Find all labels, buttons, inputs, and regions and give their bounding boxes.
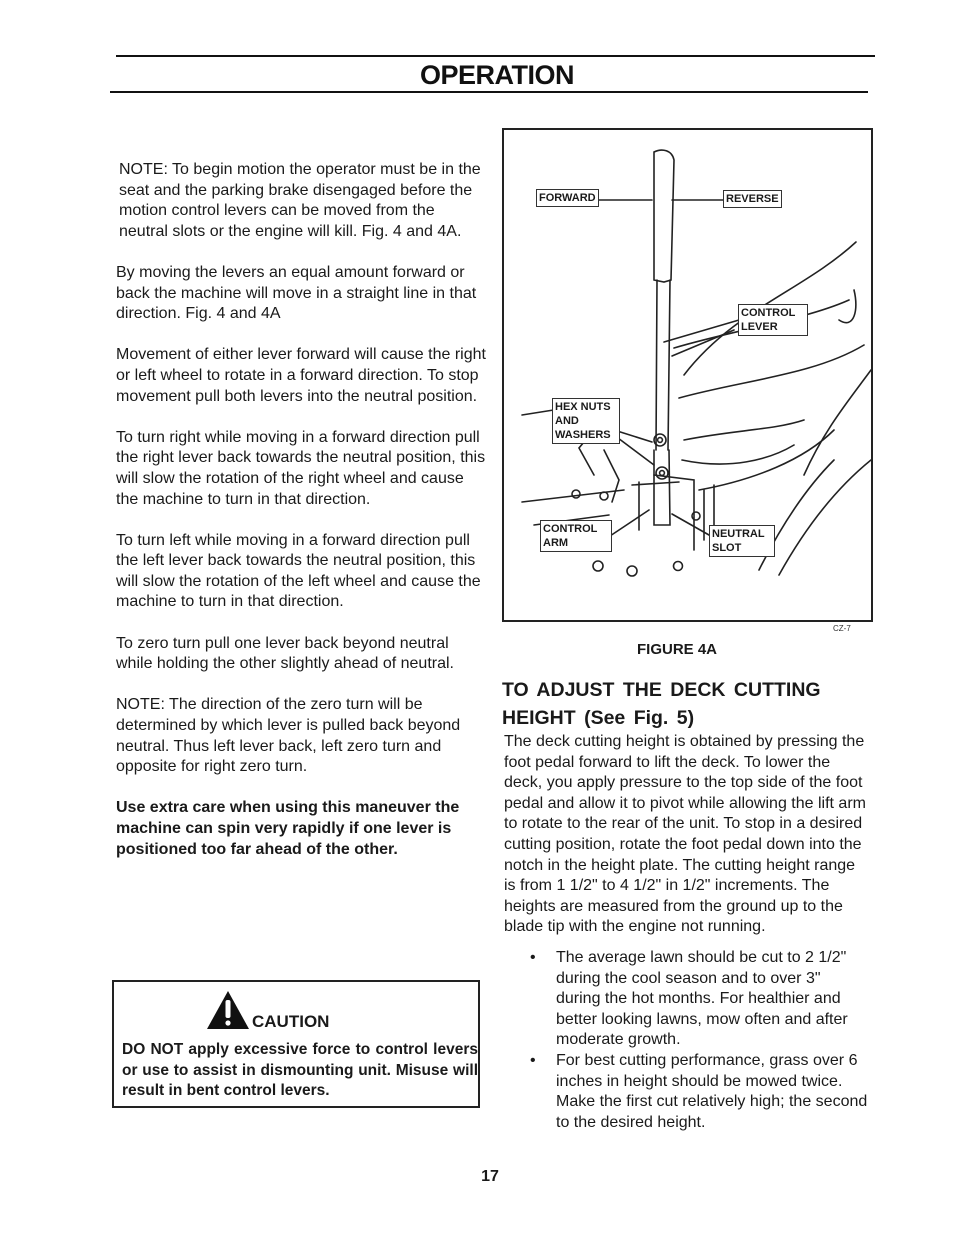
- label-neutral-slot-line1: NEUTRAL: [712, 528, 765, 540]
- figure-caption: FIGURE 4A: [637, 641, 718, 658]
- left-column: [116, 160, 486, 881]
- tips-list: [504, 948, 869, 1133]
- note-zero-turn-direction: NOTE: The direction of the zero turn will be determined by which lever is pulled back beyond neutral. Thus left lever back, left zero turn and opposite for right zero turn.: [116, 696, 461, 776]
- page-title: OPERATION: [419, 60, 574, 90]
- header-rule-bottom: [110, 91, 868, 93]
- paragraph-deck-height: The deck cutting height is obtained by pressing the foot pedal forward to lift the deck. To lower the deck, you apply pressure to the top side of the foot pedal and allow it to pivot while allowing the lift arm to rotate to the rear of the unit. To stop in a desired cutting position, rotate the foot pedal down into the notch in the height plate. The cutting height range is from 1 1/2" to 4 1/2" in 1/2" increments. The heights are measured from the ground up to the blade tip with the engine not running.: [504, 733, 866, 936]
- caution-label: CAUTION: [252, 1012, 330, 1031]
- label-hex-nuts-line2: AND: [555, 415, 579, 427]
- warning-triangle-icon: [206, 990, 250, 1030]
- label-hex-nuts-line1: HEX NUTS: [555, 401, 611, 413]
- figure-4a: [502, 128, 873, 622]
- warning-spin: Use extra care when using this maneuver the machine can spin very rapidly if one lever is positioned too far ahead of the other.: [116, 799, 460, 858]
- paragraph-zero-turn: To zero turn pull one lever back beyond neutral while holding the other slightly ahead of neutral.: [116, 634, 454, 673]
- caution-text: DO NOT apply excessive force to control levers or use to assist in dismounting unit. Misuse will result in bent control levers.: [122, 1041, 478, 1099]
- paragraph-turn-right: To turn right while moving in a forward direction pull the right lever back towards the neutral position, this will slow the rotation of the right wheel and cause the machine to turn in that direction.: [116, 428, 486, 508]
- label-control-lever-line1: CONTROL: [741, 307, 796, 319]
- bullet-marker: •: [530, 948, 536, 966]
- label-control-arm: [540, 520, 612, 552]
- label-neutral-slot: [709, 525, 775, 557]
- label-hex-nuts: [552, 398, 620, 444]
- label-hex-nuts-line3: WASHERS: [555, 429, 611, 441]
- label-control-arm-line2: ARM: [543, 537, 569, 549]
- right-column: [504, 732, 869, 1133]
- paragraph-turn-left: To turn left while moving in a forward direction pull the left lever back towards the neutral position, this will slow the rotation of the left wheel and cause the machine to turn in that direction.: [116, 531, 481, 611]
- list-item: [504, 1051, 869, 1133]
- label-control-lever: [738, 304, 808, 336]
- list-item: [504, 948, 869, 1051]
- header-rule-top: [116, 55, 875, 57]
- label-forward: FORWARD: [536, 189, 599, 207]
- list-item-text: The average lawn should be cut to 2 1/2" during the cool season and to over 3" during the hot months. For healthier and better looking lawns, mow often and after moderate growth.: [556, 948, 848, 1049]
- figure-code: CZ-7: [833, 624, 851, 633]
- paragraph-straight-line: By moving the levers an equal amount forward or back the machine will move in a straight line in that direction. Fig. 4 and 4A: [116, 263, 477, 323]
- page-number: 17: [481, 1168, 499, 1185]
- label-control-arm-line1: CONTROL: [543, 523, 598, 535]
- section-heading-deck-height: TO ADJUST THE DECK CUTTING HEIGHT (See Fig. 5): [502, 679, 821, 729]
- label-neutral-slot-line2: SLOT: [712, 542, 742, 554]
- list-item-text: For best cutting performance, grass over 6 inches in height should be mowed twice. Make the first cut relatively high; the second to the desired height.: [556, 1051, 868, 1131]
- note-motion-start: NOTE: To begin motion the operator must be in the seat and the parking brake disengaged before the motion control levers can be moved from the neutral slots or the engine will kill. Fig. 4 and 4A.: [119, 161, 481, 240]
- paragraph-lever-forward: Movement of either lever forward will cause the right or left wheel to rotate in a forward direction. To stop movement pull both levers into the neutral position.: [116, 346, 486, 405]
- label-reverse: REVERSE: [723, 190, 782, 208]
- caution-box: [112, 980, 480, 1108]
- bullet-marker: •: [530, 1051, 536, 1069]
- label-control-lever-line2: LEVER: [741, 321, 778, 333]
